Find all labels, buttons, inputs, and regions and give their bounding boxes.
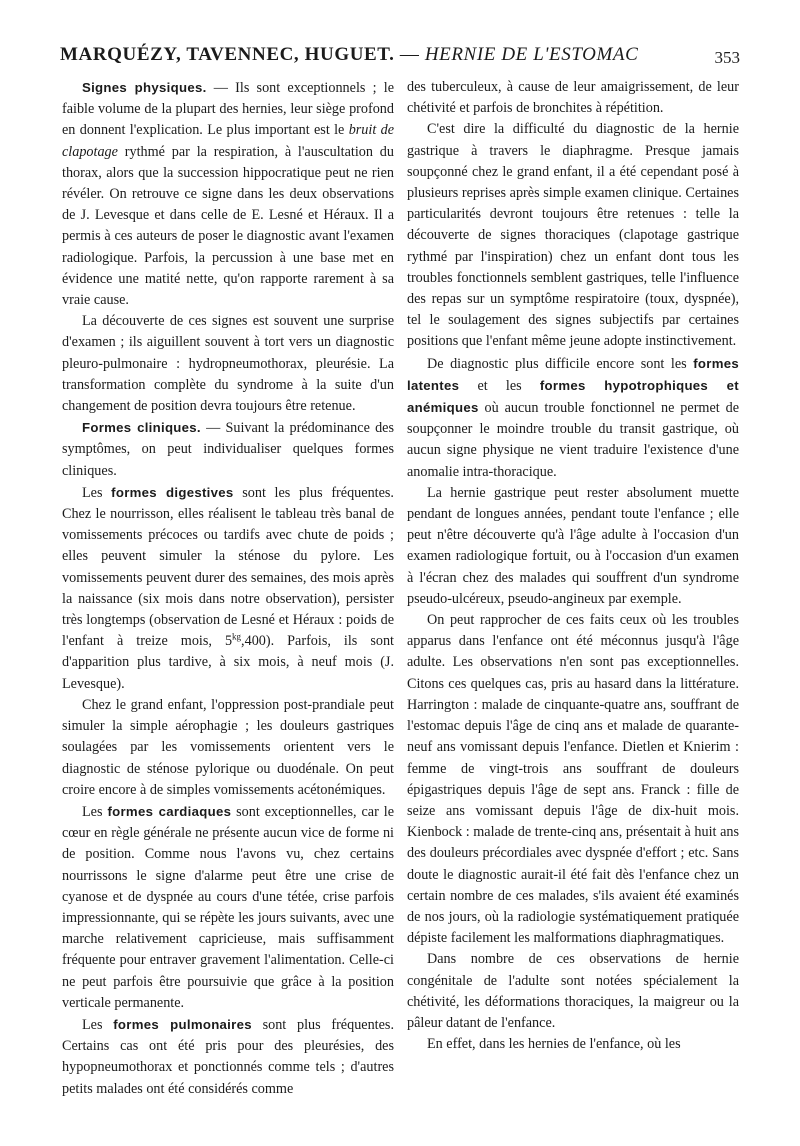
paragraph: En effet, dans les hernies de l'enfance, où les xyxy=(427,1036,681,1053)
paragraph-formes-cardiaques xyxy=(62,801,394,1014)
text: Les xyxy=(82,803,108,820)
paragraph: La découverte de ces signes est souvent une surprise d'examen ; ils aiguillent souvent à tort vers un diagnostic pleuro-pulmonaire : hydropneumothorax, pleurésie. La transformation complète du syndrome à la suite d'un changement de position devra toujours être retenue. xyxy=(62,313,394,415)
heading-signes-physiques: Signes physiques. xyxy=(82,80,207,95)
term-formes-cardiaques: formes cardiaques xyxy=(107,803,232,819)
heading-formes-cliniques: Formes cliniques. xyxy=(82,420,201,436)
left-column xyxy=(62,77,394,1100)
term-formes-pulmonaires: formes pulmonaires xyxy=(113,1016,252,1032)
text: sont les plus fréquentes. Chez le nourrisson, elles réalisent le tableau très banal de vomissements précoces ou tardifs avec chute de poids ; elles peuvent simuler la sténose du pylore. Les vomissements peuvent durer des semaines, des mois après la naissance (six mois dans notre observation), persister très longtemps (observation de Lesné et Héraux : poids de l'enfant à treize mois, 5 xyxy=(62,484,394,650)
paragraph: Chez le grand enfant, l'oppression post-prandiale peut simuler la simple aérophagie ; les douleurs gastriques soulagées par les vomissements orientent vers le diagnostic de sténose pylorique ou duodénale. On peut croire encore à de simples vomissements acétonémiques. xyxy=(62,696,394,798)
paragraph-formes-latentes xyxy=(407,353,739,483)
text: — Ils sont exceptionnels ; le faible volume de la plupart des hernies, leur siège profond en donnent l'explication. Le plus important est le xyxy=(62,80,395,139)
text: rythmé par la respiration, à l'auscultation du thorax, alors que la succession hippocratique peut ne rien révéler. On retrouve ce signe dans les deux observations de J. Levesque et dans celle de E. Lesné et Héraux. Il a permis à ces auteurs de poser le diagnostic avant l'examen radiologique. Parfois, la percussion à une base met en évidence une matité nette, qu'on rapporte rarement à sa vraie cause. xyxy=(62,143,394,309)
page-number: 353 xyxy=(714,48,740,67)
paragraph-formes-cliniques xyxy=(62,417,394,482)
header-dash: — xyxy=(394,44,425,65)
term-formes-hypotrophiques: formes hypotrophiques et anémiques xyxy=(407,377,739,416)
text: où aucun trouble fonctionnel ne permet de soupçonner le moindre trouble du transit gastrique, où aucun signe physique ne vient traduire l'existence d'une anomalie intra-thoracique. xyxy=(407,400,739,480)
text: — Suivant la prédominance des symptômes, on peut individualiser quelques formes cliniques. xyxy=(62,420,394,479)
paragraph: C'est dire la difficulté du diagnostic de la hernie gastrique à travers le diaphragme. Presque jamais soupçonné chez le grand enfant, il a été cependant posé à plusieurs reprises après simple examen clinique. Certaines particularités devront toujours être retenues : telle la découverte de signes thoraciques (clapotage gastrique rythmé par l'inspiration) chez un enfant dont tous les troubles fonctionnels semblent gastriques, telle l'influence des repas sur un symptôme respiratoire (toux, dyspnée), tel le soulagement des signes subjectifs par certaines positions que l'enfant même jeune adopte instinctivement. xyxy=(407,121,739,350)
paragraph-continued: des tuberculeux, à cause de leur amaigrissement, de leur chétivité et parfois de bronchites à répétition. xyxy=(407,79,739,117)
running-title xyxy=(60,44,638,66)
header-authors: MARQUÉZY, TAVENNEC, HUGUET. xyxy=(60,44,395,65)
text: Les xyxy=(82,484,112,501)
text: ,400). Parfois, ils sont d'apparition plus tardive, à six mois, à neuf mois (J. Levesque). xyxy=(62,633,394,692)
superscript-kg: kg xyxy=(232,631,242,642)
running-header xyxy=(60,44,740,74)
header-title: HERNIE DE L'ESTOMAC xyxy=(424,44,639,65)
term-formes-digestives: formes digestives xyxy=(111,484,234,500)
paragraph: La hernie gastrique peut rester absolument muette pendant de longues années, pendant toute l'enfance ; elle peut n'être découverte qu'à l'âge adulte à l'occasion d'un examen radiologique fortuit, ou à l'occasion d'un examen à l'écran chez des malades qui souffrent d'un syndrome pseudo-ulcéreux, pseudo-angineux par exemple. xyxy=(407,484,739,607)
text: sont exceptionnelles, car le cœur en règle générale ne présente aucun vice de forme ni de position. Comme nous l'avons vu, chez certains nourrissons le signe d'alarme peut être une crise de cyanose et de dyspnée au cours d'une tétée, crise parfois impressionnante, qui se répète les jours suivants, avec une marche relativement capricieuse, mais suffisamment fréquente pour entraver gravement l'alimentation. Celle-ci ne peut parfois être poursuivie que grâce à la position verticale permanente. xyxy=(62,803,394,1011)
paragraph: On peut rapprocher de ces faits ceux où les troubles apparus dans l'enfance ont été méconnus jusqu'à l'âge adulte. Les observations n'en sont pas exceptionnelles. Citons ces quelques cas, pris au hasard dans la littérature. Harrington : malade de cinquante-quatre ans, souffrant de l'estomac depuis l'âge de cinq ans et malade de quarante-neuf ans vomissant depuis l'enfance. Dietlen et Knierim : femme de vingt-trois ans souffrant de douleurs épigastriques depuis l'âge de sept ans. Franck : fille de seize ans vomissant depuis l'âge de dix-huit mois. Kienbock : malade de trente-cinq ans, présentait à huit ans des douleurs précordiales avec dyspnée d'effort ; etc. Sans doute le diagnostic aurait-il été fait dès l'enfance chez un certain nombre de ces malades, s'ils avaient été examinés de nos jours, où la radiologie systématiquement pratiquée dépiste facilement les malformations diaphragmatiques. xyxy=(407,612,739,947)
right-column xyxy=(407,77,739,1055)
paragraph-signes-physiques xyxy=(62,77,394,311)
text: et les xyxy=(459,377,540,394)
paragraph-formes-digestives xyxy=(62,482,394,695)
paragraph: Dans nombre de ces observations de hernie congénitale de l'adulte sont notées spécialement la chétivité, les déformations thoraciques, la maigreur ou la pâleur datant de l'enfance. xyxy=(407,951,739,1031)
text: sont plus fréquentes. Certains cas ont été pris pour des pleurésies, des hypopneumothorax et ponctionnés comme tels ; d'autres petits malades ont été considérés comme xyxy=(62,1016,394,1097)
emphasis-bruit-de-clapotage: bruit de clapotage xyxy=(62,122,395,160)
term-formes-latentes: formes latentes xyxy=(407,355,739,393)
paragraph-formes-pulmonaires xyxy=(62,1014,394,1100)
text: De diagnostic plus difficile encore sont les xyxy=(427,355,694,372)
text: Les xyxy=(82,1016,114,1033)
